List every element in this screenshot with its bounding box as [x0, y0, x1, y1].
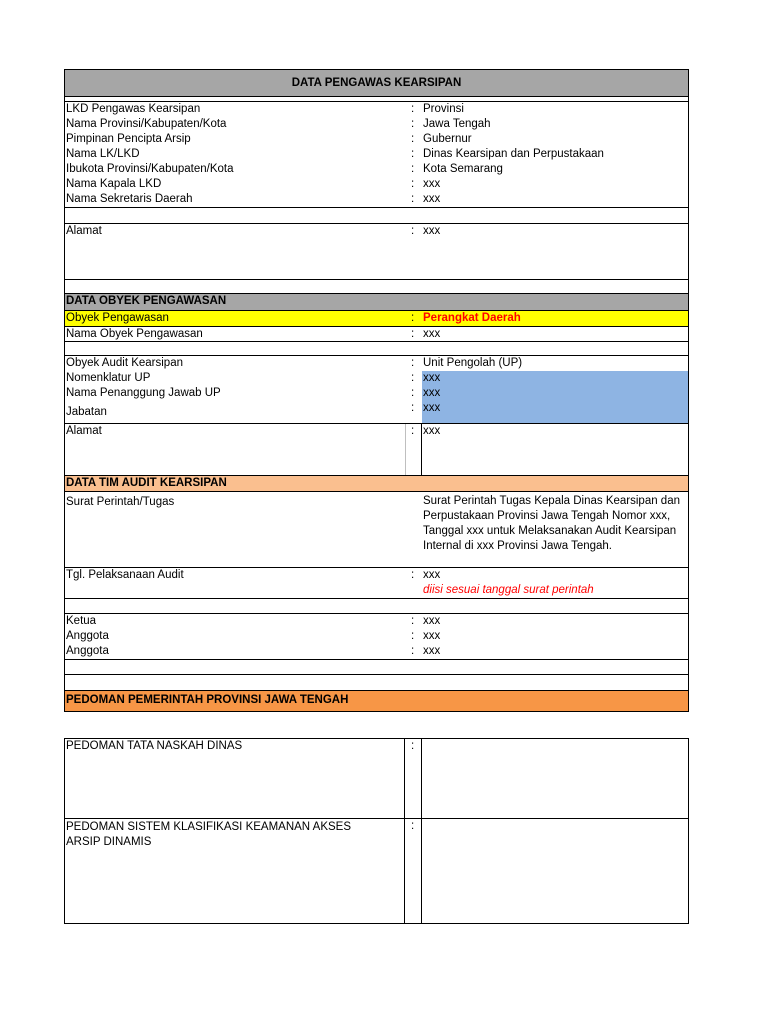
field-label: Anggota	[66, 645, 109, 657]
section-title: DATA OBYEK PENGAWASAN	[66, 295, 227, 307]
field-separator: :	[411, 425, 415, 437]
field-label: Ketua	[66, 615, 97, 627]
grid-line	[404, 819, 405, 923]
field-label: Nama LK/LKD	[66, 148, 140, 160]
field-label: Obyek Audit Kearsipan	[66, 357, 183, 369]
field-label: Nama Kapala LKD	[66, 178, 162, 190]
grid-line	[404, 739, 405, 818]
field-value[interactable]: xxx	[423, 425, 441, 437]
field-separator: :	[411, 312, 415, 324]
form-row[interactable]	[64, 401, 689, 424]
spacer-row	[64, 280, 689, 294]
field-separator: :	[411, 328, 415, 340]
form-row[interactable]	[64, 327, 689, 342]
form-row[interactable]	[64, 192, 689, 208]
field-separator: :	[411, 103, 415, 115]
field-label: Tgl. Pelaksanaan Audit	[66, 569, 184, 581]
section-header-obyek	[64, 294, 689, 311]
field-label: Anggota	[66, 630, 109, 642]
field-value[interactable]: xxx	[423, 225, 441, 237]
section-header-tim	[64, 476, 689, 492]
field-separator: :	[411, 820, 415, 832]
form-row[interactable]	[64, 614, 689, 629]
field-label: Ibukota Provinsi/Kabupaten/Kota	[66, 163, 234, 175]
field-label: Obyek Pengawasan	[66, 312, 169, 324]
field-label: Surat Perintah/Tugas	[66, 496, 175, 508]
form-row[interactable]	[64, 371, 689, 386]
pedoman-row[interactable]	[64, 818, 689, 924]
form-row[interactable]	[64, 102, 689, 117]
field-label: Alamat	[66, 425, 102, 437]
field-label: Nama Penanggung Jawab UP	[66, 387, 221, 399]
field-value[interactable]: xxx	[423, 569, 441, 581]
field-label: PEDOMAN SISTEM KLASIFIKASI KEAMANAN AKSES ARSIP DINAMIS	[66, 821, 352, 848]
field-label: PEDOMAN TATA NASKAH DINAS	[66, 740, 243, 752]
field-value[interactable]: Kota Semarang	[423, 163, 503, 175]
field-value[interactable]: Unit Pengolah (UP)	[423, 357, 523, 369]
title-header	[64, 69, 689, 97]
field-value[interactable]: xxx	[423, 402, 441, 414]
form-row[interactable]	[64, 386, 689, 401]
form-row[interactable]	[64, 177, 689, 192]
grid-line	[421, 739, 422, 818]
section-title: DATA TIM AUDIT KEARSIPAN	[66, 477, 227, 489]
form-row[interactable]	[64, 629, 689, 644]
field-separator: :	[411, 163, 415, 175]
pedoman-row[interactable]	[64, 738, 689, 819]
value-highlight	[422, 371, 688, 386]
form-row[interactable]	[64, 147, 689, 162]
field-value[interactable]: xxx	[423, 193, 441, 205]
grid-line	[421, 819, 422, 923]
spacer-row	[64, 599, 689, 614]
page-title: DATA PENGAWAS KEARSIPAN	[291, 77, 462, 89]
address-row[interactable]	[64, 224, 689, 280]
field-separator: :	[411, 387, 415, 399]
field-separator: :	[411, 402, 415, 414]
field-separator: :	[411, 569, 415, 581]
value-highlight	[422, 401, 688, 423]
grid-line	[405, 424, 406, 475]
spacer-row	[64, 342, 689, 356]
field-value[interactable]: Gubernur	[423, 133, 472, 145]
field-separator: :	[411, 630, 415, 642]
field-separator: :	[411, 372, 415, 384]
form-row[interactable]	[64, 644, 689, 660]
field-label: Alamat	[66, 225, 102, 237]
form-row[interactable]	[64, 162, 689, 177]
form-row[interactable]	[64, 356, 689, 371]
field-separator: :	[411, 357, 415, 369]
field-value[interactable]: xxx	[423, 615, 441, 627]
spacer-row	[64, 675, 689, 690]
field-separator: :	[411, 740, 415, 752]
field-value[interactable]: Surat Perintah Tugas Kepala Dinas Kearsipan dan Perpustakaan Provinsi Jawa Tengah Nomor xxx, Tanggal xxx untuk Melaksanakan Audit Kearsipan Internal di xxx Provinsi Jawa Tengah.	[423, 495, 680, 552]
grid-line	[421, 424, 422, 475]
field-value[interactable]: xxx	[423, 328, 441, 340]
form-row-highlight[interactable]	[64, 311, 689, 327]
field-label: Pimpinan Pencipta Arsip	[66, 133, 191, 145]
section-header-pedoman	[64, 690, 689, 712]
field-value[interactable]: xxx	[423, 372, 441, 384]
field-separator: :	[411, 178, 415, 190]
field-value[interactable]: xxx	[423, 630, 441, 642]
field-label: Nama Sekretaris Daerah	[66, 193, 193, 205]
field-value[interactable]: Provinsi	[423, 103, 464, 115]
field-value[interactable]: xxx	[423, 645, 441, 657]
field-separator: :	[411, 645, 415, 657]
field-value[interactable]: Dinas Kearsipan dan Perpustakaan	[423, 148, 604, 160]
spacer-row	[64, 208, 689, 224]
value-highlight	[422, 386, 688, 401]
field-label: Jabatan	[66, 406, 107, 418]
field-value[interactable]: Jawa Tengah	[423, 118, 491, 130]
date-row[interactable]	[64, 568, 689, 599]
field-label: Nama Provinsi/Kabupaten/Kota	[66, 118, 227, 130]
field-value[interactable]: Perangkat Daerah	[423, 312, 521, 324]
address-row[interactable]	[64, 424, 689, 476]
field-label: LKD Pengawas Kearsipan	[66, 103, 201, 115]
field-value[interactable]: xxx	[423, 387, 441, 399]
field-separator: :	[411, 225, 415, 237]
surat-row[interactable]	[64, 492, 689, 568]
section-title: PEDOMAN PEMERINTAH PROVINSI JAWA TENGAH	[66, 694, 349, 706]
field-separator: :	[411, 118, 415, 130]
field-label: Nama Obyek Pengawasan	[66, 328, 203, 340]
field-separator: :	[411, 148, 415, 160]
spreadsheet-form	[64, 69, 689, 712]
form-row[interactable]	[64, 132, 689, 147]
field-value[interactable]: xxx	[423, 178, 441, 190]
spacer-row	[64, 660, 689, 675]
form-row[interactable]	[64, 117, 689, 132]
field-separator: :	[411, 133, 415, 145]
field-note: diisi sesuai tanggal surat perintah	[423, 584, 594, 596]
field-separator: :	[411, 615, 415, 627]
field-label: Nomenklatur UP	[66, 372, 151, 384]
field-separator: :	[411, 193, 415, 205]
